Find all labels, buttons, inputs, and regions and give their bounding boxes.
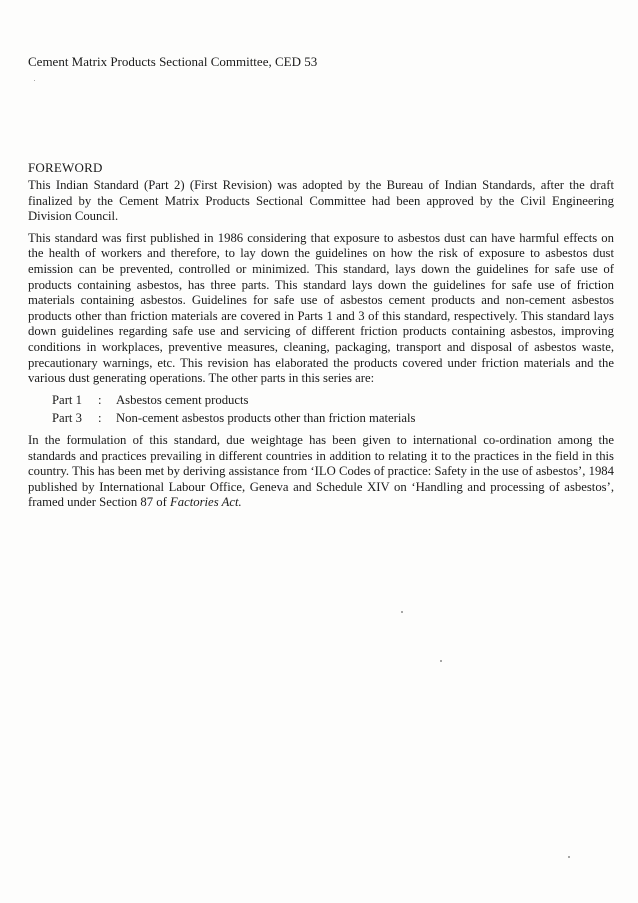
foreword-heading: FOREWORD [28, 160, 103, 175]
part-label: Part 3 [52, 411, 82, 426]
parts-list-item [28, 411, 614, 427]
part-label: Part 1 [52, 392, 82, 407]
factories-act-reference: Factories Act. [170, 495, 242, 510]
scan-speck [568, 856, 570, 858]
scan-speck [401, 611, 403, 613]
foreword-paragraph-1: This Indian Standard (Part 2) (First Revision) was adopted by the Bureau of Indian Standards, after the draft finalized by the Cement Matrix Products Sectional Committee had been approved by the Civil Engineering Division Council. [28, 178, 614, 224]
part-description: Non-cement asbestos products other than friction materials [116, 411, 416, 426]
scan-speck [34, 80, 35, 81]
paragraph-3-text: In the formulation of this standard, due weightage has been given to international co-ordination among the standards and practices prevailing in different countries in addition to relating it to the practices in the field in this country. This has been met by deriving assistance from ‘ILO Codes of practice: Safety in the use of asbestos’, 1984 published by International Labour Office, Geneva and Schedule XIV on ‘Handling and processing of asbestos’, framed under Section 87 of [28, 432, 614, 510]
parts-list-item [28, 393, 614, 409]
foreword-paragraph-3 [28, 433, 614, 511]
scan-speck [440, 660, 442, 662]
committee-line: Cement Matrix Products Sectional Committee, CED 53 [28, 54, 318, 69]
foreword-paragraph-2: This standard was first published in 1986 considering that exposure to asbestos dust can have harmful effects on the health of workers and therefore, to lay down the guidelines on how the risk of exposure to asbestos dust emission can be prevented, controlled or minimized. This standard, lays down the guidelines for safe use of products containing asbestos, has three parts. This standard lays down the guidelines for safe use of friction materials containing asbestos. Guidelines for safe use of asbestos cement products and non-cement asbestos products other than friction materials are covered in Parts 1 and 3 of this standard, respectively. This standard lays down guidelines regarding safe use and servicing of different friction products containing asbestos, improving conditions in workplaces, preventive measures, cleaning, packaging, transport and disposal of asbestos waste, precautionary warnings, etc. This revision has elaborated the products covered under friction materials and the various dust generating operations. The other parts in this series are: [28, 230, 614, 386]
part-separator: : [98, 392, 102, 407]
foreword-body [28, 178, 614, 517]
part-description: Asbestos cement products [116, 392, 249, 407]
parts-list [28, 393, 614, 427]
part-separator: : [98, 411, 102, 426]
